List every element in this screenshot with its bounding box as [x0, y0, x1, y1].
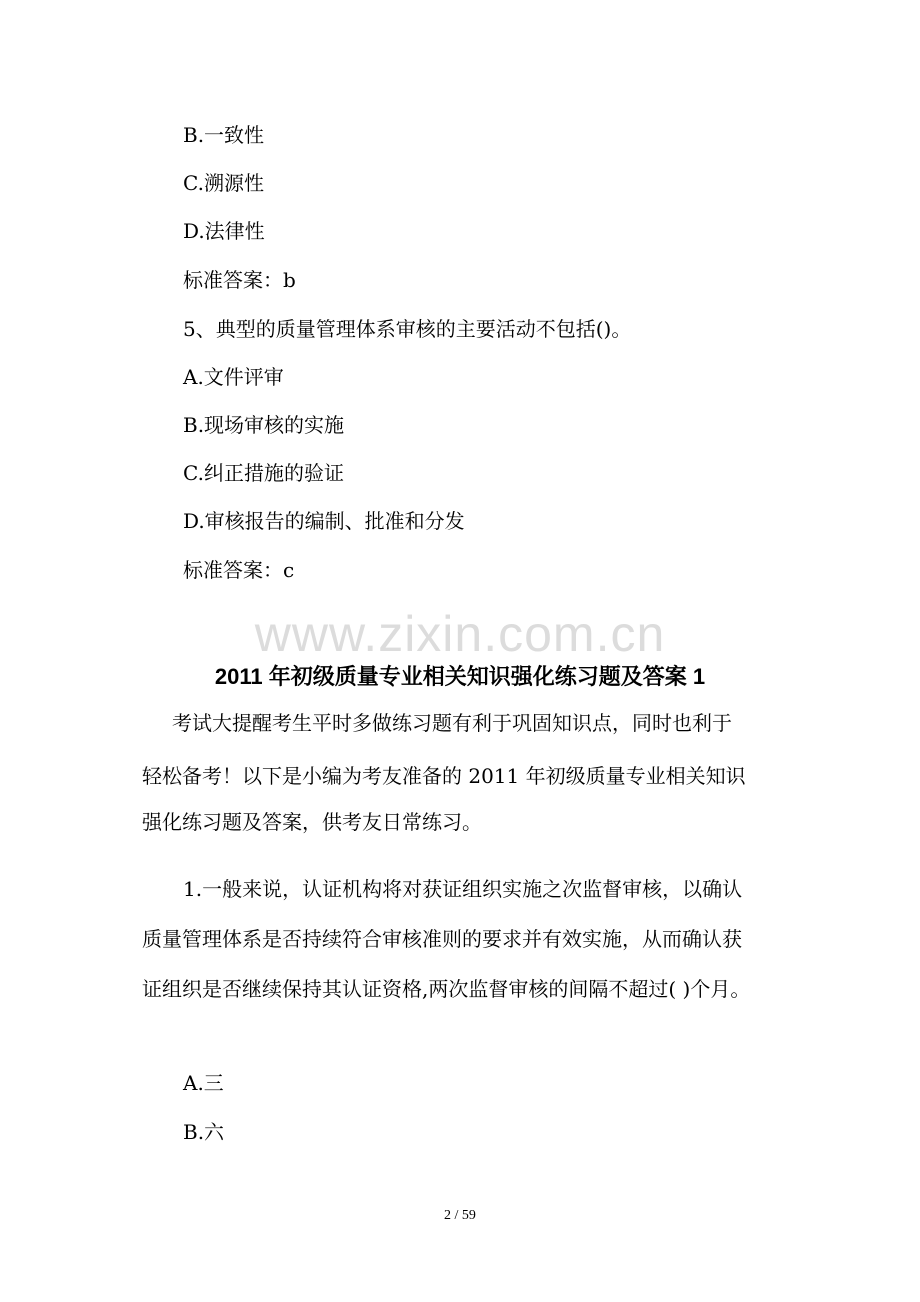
question-1-line-3: 证组织是否继续保持其认证资格,两次监督审核的间隔不超过( )个月。 [142, 977, 751, 1001]
question-1-option-b: B.六 [183, 1120, 225, 1144]
question-1-line-1: 1.一般来说，认证机构将对获证组织实施之次监督审核，以确认 [183, 877, 743, 901]
question-1-option-a: A.三 [183, 1071, 224, 1095]
answer-prev-question: 标准答案：b [183, 268, 296, 292]
question-5-option-b: B.现场审核的实施 [183, 413, 345, 437]
option-b-consistency: B.一致性 [183, 123, 265, 147]
question-5-option-a: A.文件评审 [183, 365, 284, 389]
question-5-option-d: D.审核报告的编制、批准和分发 [183, 509, 465, 533]
intro-line-2: 轻松备考！以下是小编为考友准备的 2011 年初级质量专业相关知识 [142, 764, 746, 788]
intro-line-1: 考试大提醒考生平时多做练习题有利于巩固知识点，同时也利于 [172, 711, 732, 735]
intro-line-3: 强化练习题及答案，供考友日常练习。 [142, 810, 482, 834]
watermark: www.zixin.com.cn [254, 606, 666, 662]
option-d-legality: D.法律性 [183, 219, 265, 243]
question-5-option-c: C.纠正措施的验证 [183, 461, 344, 485]
question-1-line-2: 质量管理体系是否持续符合审核准则的要求并有效实施，从而确认获 [142, 927, 742, 951]
question-5-answer: 标准答案：c [183, 558, 295, 582]
question-5-stem: 5、典型的质量管理体系审核的主要活动不包括()。 [183, 317, 632, 341]
option-c-traceability: C.溯源性 [183, 171, 264, 195]
section-title: 2011 年初级质量专业相关知识强化练习题及答案 1 [214, 664, 706, 689]
page-indicator: 2 / 59 [444, 1208, 476, 1223]
